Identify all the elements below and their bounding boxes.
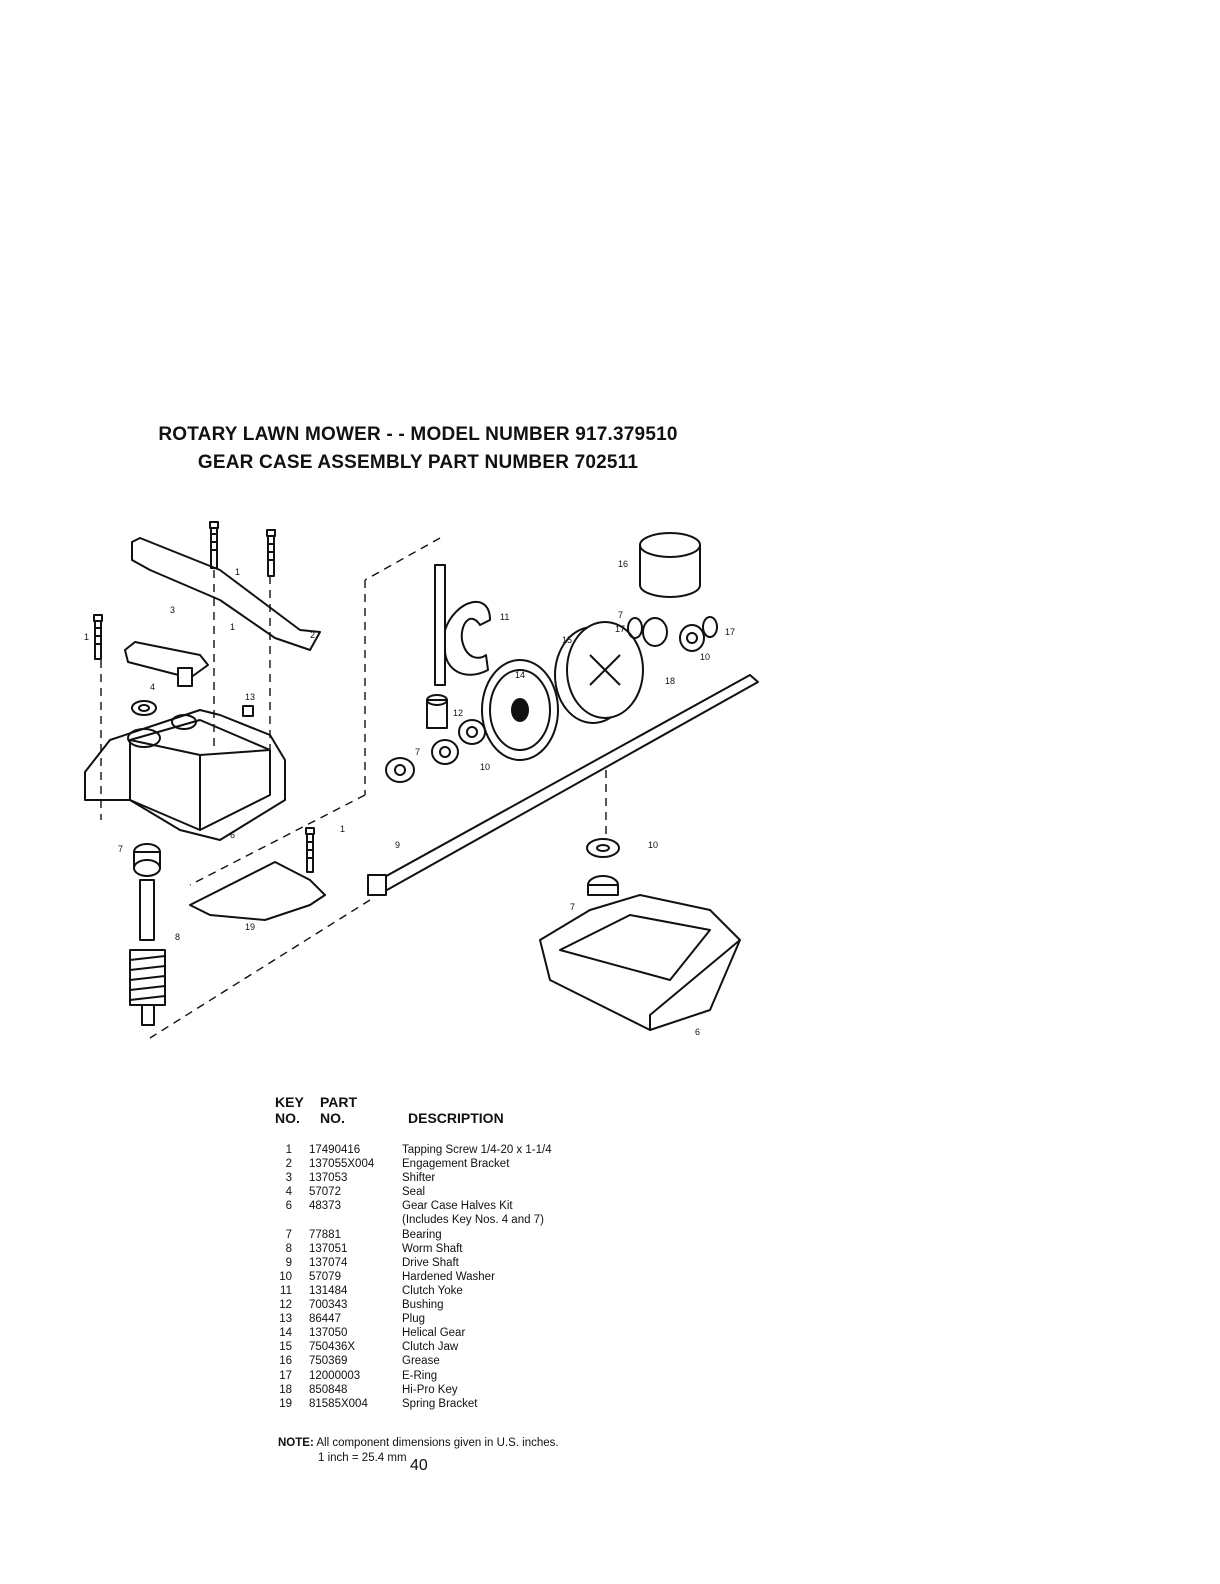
callout-label: 7 (118, 844, 124, 854)
part-number-cell: 86447 (309, 1313, 341, 1326)
part-number-cell: 750436X (309, 1341, 356, 1354)
part-number-cell: 137055X004 (309, 1158, 375, 1171)
part-number-cell: 77881 (309, 1228, 341, 1241)
key-cell: 9 (285, 1256, 292, 1269)
key-cell: 7 (285, 1228, 292, 1241)
key-cell: 8 (285, 1242, 292, 1255)
callout-label: 11 (500, 612, 510, 622)
key-cell: 2 (285, 1158, 292, 1171)
note-text: All component dimensions given in U.S. inches. (313, 1437, 559, 1449)
callout-label: 10 (480, 762, 491, 772)
key-cell: 14 (279, 1327, 292, 1340)
description-cell: Grease (402, 1355, 440, 1368)
description-cell: Drive Shaft (402, 1256, 459, 1269)
part-number-cell: 57072 (309, 1186, 341, 1199)
callout-label: 16 (618, 559, 629, 569)
description-cell: E-Ring (402, 1369, 438, 1382)
note-label: NOTE: (278, 1437, 314, 1449)
title-line-2: GEAR CASE ASSEMBLY PART NUMBER 702511 (197, 452, 639, 473)
key-header-bottom: NO. (275, 1110, 300, 1126)
part-number-cell: 12000003 (309, 1369, 361, 1382)
callout-label: 2 (310, 630, 316, 640)
key-cell: 15 (279, 1341, 292, 1354)
callout-label: 7 (415, 747, 421, 757)
key-cell: 6 (285, 1200, 292, 1213)
description-cell: Clutch Jaw (402, 1341, 459, 1354)
part-number-cell: 700343 (309, 1299, 348, 1312)
key-cell: 18 (279, 1383, 292, 1396)
callout-label: 8 (175, 932, 181, 942)
callout-label: 7 (618, 610, 624, 620)
part-header-top: PART (320, 1094, 358, 1110)
key-cell: 16 (279, 1355, 292, 1368)
key-cell: 1 (285, 1144, 292, 1156)
description-cell: Hi-Pro Key (402, 1383, 458, 1396)
part-number-cell: 850848 (309, 1383, 348, 1396)
description-cell: Engagement Bracket (402, 1158, 510, 1171)
part-number-cell: 137050 (309, 1327, 348, 1340)
description-cell: Bushing (402, 1299, 444, 1312)
description-cell: Helical Gear (402, 1327, 466, 1340)
key-cell: 4 (285, 1186, 292, 1199)
key-cell: 11 (280, 1284, 292, 1297)
key-cell: 10 (279, 1270, 292, 1283)
key-cell: 19 (279, 1397, 292, 1410)
note (278, 1437, 559, 1449)
callout-label: 6 (230, 830, 236, 840)
callout-label: 13 (245, 692, 256, 702)
description-cell: Plug (402, 1313, 426, 1326)
part-number-cell: 81585X004 (309, 1397, 368, 1410)
part-number-cell: 750369 (309, 1355, 348, 1368)
description-cell: Bearing (402, 1228, 442, 1241)
callout-label: 10 (648, 840, 659, 850)
description-cell: Tapping Screw 1/4-20 x 1-1/4 (402, 1144, 552, 1156)
callout-label: 4 (150, 682, 156, 692)
key-header-top: KEY (275, 1094, 304, 1110)
part-number-cell: 137051 (309, 1242, 348, 1255)
part-number-cell: 137053 (309, 1172, 348, 1185)
description-cell: Clutch Yoke (402, 1284, 463, 1297)
callout-label: 3 (170, 605, 176, 615)
description-cell: Gear Case Halves Kit (402, 1200, 513, 1213)
note-conversion: 1 inch = 25.4 mm (318, 1452, 407, 1464)
callout-label: 14 (515, 670, 526, 680)
callout-label: 9 (395, 840, 401, 850)
callout-label: 1 (84, 632, 90, 642)
callout-label: 12 (453, 708, 464, 718)
part-number-cell: 137074 (309, 1256, 348, 1269)
part-number-cell: 48373 (309, 1200, 341, 1213)
key-cell: 12 (279, 1299, 292, 1312)
key-cell: 3 (285, 1172, 292, 1185)
callout-label: 17 (725, 627, 736, 637)
part-header-bottom: NO. (320, 1110, 345, 1126)
description-cell: (Includes Key Nos. 4 and 7) (402, 1214, 544, 1227)
title-line-1: ROTARY LAWN MOWER - - MODEL NUMBER 917.379510 (158, 424, 678, 445)
part-number-cell: 17490416 (309, 1144, 361, 1156)
page-number: 40 (410, 1457, 428, 1474)
callout-label: 10 (700, 652, 711, 662)
key-cell: 17 (279, 1369, 292, 1382)
callout-label: 1 (340, 824, 346, 834)
callout-label: 7 (570, 902, 576, 912)
callout-label: 1 (230, 622, 236, 632)
description-header: DESCRIPTION (408, 1110, 504, 1126)
description-cell: Hardened Washer (402, 1270, 495, 1283)
description-cell: Spring Bracket (402, 1397, 478, 1410)
description-cell: Shifter (402, 1172, 436, 1185)
key-cell: 13 (279, 1313, 292, 1326)
callout-label: 15 (562, 635, 573, 645)
description-cell: Seal (402, 1186, 426, 1199)
callout-label: 18 (665, 676, 676, 686)
part-number-cell: 131484 (309, 1284, 348, 1297)
part-number-cell: 57079 (309, 1270, 341, 1283)
callout-label: 19 (245, 922, 256, 932)
callout-label: 6 (695, 1027, 701, 1037)
gear-case-exploded-diagram (70, 510, 780, 1050)
callout-label: 1 (235, 567, 241, 577)
description-cell: Worm Shaft (402, 1242, 463, 1255)
callout-label: 17 (615, 624, 626, 634)
